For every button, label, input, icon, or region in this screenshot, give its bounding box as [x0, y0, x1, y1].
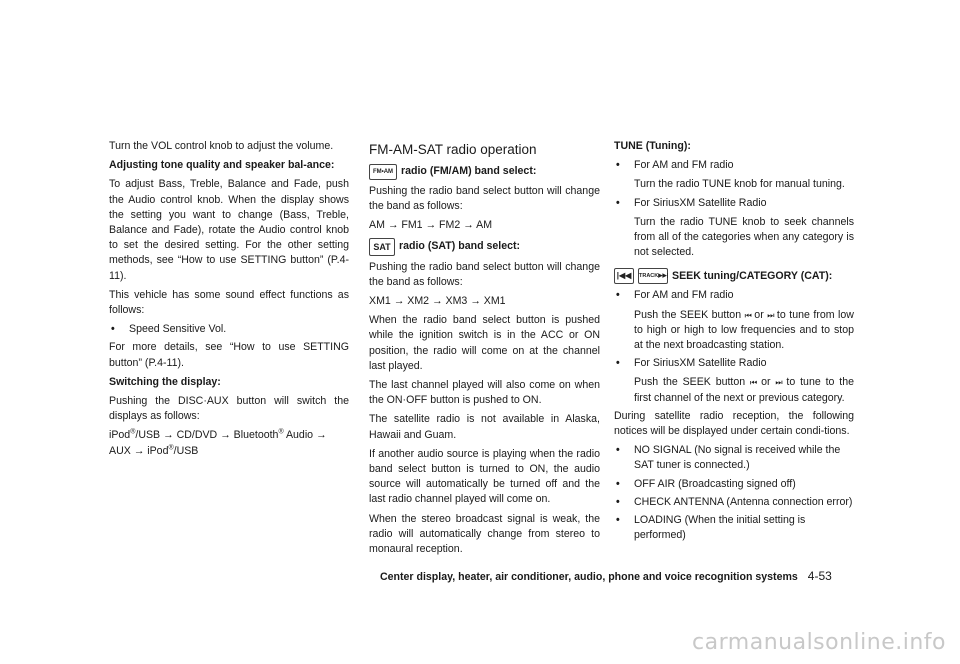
heading-sat-text: radio (SAT) band select:	[399, 240, 521, 252]
heading-tone: Adjusting tone quality and speaker bal-ance:	[109, 159, 335, 172]
notice-text: OFF AIR (Broadcasting signed off)	[634, 477, 796, 490]
registered-mark: ®	[130, 428, 136, 436]
seek-text-pre: Push the SEEK button	[634, 308, 742, 321]
heading-fmam-band	[369, 164, 600, 180]
column-left	[109, 139, 349, 463]
bullet-dot: •	[616, 477, 620, 490]
section-title: FM-AM-SAT radio operation	[369, 142, 537, 157]
bullet-dot: •	[616, 495, 620, 508]
seek-text-post: to tune to the first channel of the next or previous category.	[634, 376, 854, 404]
fm-am-button-icon: FM•AM	[369, 164, 397, 180]
paragraph-other-source: If another audio source is playing when the radio band select button is turned to ON, the audio source will automatically be turned off and the last radio channel played will come on.	[369, 447, 600, 506]
footer-title: Center display, heater, air conditioner, audio, phone and voice recognition systems	[380, 571, 798, 583]
seq-part-audio-aux: Audio → AUX → iPod	[109, 429, 327, 457]
notice-off-air	[614, 477, 854, 492]
sequence-sat: XM1 → XM2 → XM3 → XM1	[369, 295, 506, 308]
seq-part-usb-cd-bt: /USB → CD/DVD → Bluetooth	[135, 429, 279, 442]
paragraph-ignition: When the radio band select button is pushed while the ignition switch is in the ACC or ON position, the radio will come on at the channel last played.	[369, 314, 600, 372]
page-footer	[380, 569, 832, 583]
seek-back-icon: ⏮	[750, 378, 757, 388]
seek-back-button-icon: |◀◀	[614, 268, 634, 284]
bullet-title: For AM and FM radio	[634, 159, 734, 172]
registered-mark: ®	[278, 428, 284, 436]
registered-mark: ®	[168, 444, 174, 452]
paragraph-fmam: Pushing the radio band select button will change the band as follows:	[369, 185, 600, 213]
bullet-text: Speed Sensitive Vol.	[129, 323, 227, 336]
seek-back-icon: ⏮	[744, 310, 751, 320]
bullet-dot: •	[616, 159, 620, 172]
paragraph-sound-effect: This vehicle has some sound effect functions as follows:	[109, 288, 349, 317]
paragraph-last-channel: The last channel played will also come on when the ON·OFF button is pushed to ON.	[369, 379, 600, 407]
bullet-speed-sensitive	[109, 322, 349, 337]
bullet-tune-sirius	[614, 196, 854, 261]
paragraph-not-available: The satellite radio is not available in Alaska, Hawaii and Guam.	[369, 413, 600, 441]
bullet-text	[634, 308, 854, 354]
seek-forward-icon: ⏭	[775, 378, 782, 388]
watermark: carmanualsonline.info	[692, 630, 946, 655]
heading-sat-band	[369, 238, 600, 256]
seek-forward-icon: ⏭	[767, 310, 774, 320]
heading-tune: TUNE (Tuning):	[614, 140, 691, 152]
seek-text-pre: Push the SEEK button	[634, 376, 746, 389]
bullet-dot: •	[616, 196, 620, 209]
notice-text: NO SIGNAL (No signal is received while the SAT tuner is connected.)	[634, 444, 841, 472]
bullet-text: Turn the radio TUNE knob to seek channels from all of the categories when any category is not selected.	[634, 215, 854, 259]
notice-text: LOADING (When the initial setting is performed)	[634, 514, 806, 542]
page-number: 4-53	[807, 569, 832, 583]
paragraph-more-details: For more details, see “How to use SETTING button” (P.4-11).	[109, 341, 349, 369]
bullet-tune-amfm	[614, 158, 854, 192]
heading-seek-text: SEEK tuning/CATEGORY (CAT):	[672, 269, 833, 282]
bullet-title: For AM and FM radio	[634, 289, 734, 302]
seq-part-usb: /USB	[173, 444, 199, 457]
heading-switching: Switching the display:	[109, 375, 221, 388]
display-sequence	[109, 428, 349, 458]
bullet-seek-sirius	[614, 356, 854, 406]
paragraph-volume: Turn the VOL control knob to adjust the volume.	[109, 140, 334, 152]
paragraph-weak-signal: When the stereo broadcast signal is weak, the radio will automatically change from stereo to monaural reception.	[369, 512, 600, 556]
heading-seek	[614, 268, 854, 284]
bullet-dot: •	[616, 289, 620, 302]
bullet-dot: •	[616, 444, 620, 457]
track-forward-button-icon: TRACK▶▶|	[638, 268, 668, 284]
bullet-dot: •	[616, 514, 620, 527]
paragraph-sat: Pushing the radio band select button will change the band as follows:	[369, 260, 600, 288]
bullet-text: Turn the radio TUNE knob for manual tuning.	[634, 178, 845, 191]
seek-text-or: or	[761, 376, 771, 389]
bullet-text	[634, 375, 854, 405]
bullet-dot: •	[111, 323, 115, 336]
seq-part-ipod: iPod	[109, 429, 131, 442]
paragraph-tone: To adjust Bass, Treble, Balance and Fade, push the Audio control knob. When the display shows the setting you want to change (Bass, Treble, Balance and Fade), rotate the Audio control knob to set the desired setting. For the other setting methods, see “How to use SETTING button” (P.4-11).	[109, 178, 349, 282]
bullet-title: For SiriusXM Satellite Radio	[634, 196, 767, 209]
bullet-dot: •	[616, 357, 620, 370]
bullet-seek-amfm	[614, 288, 854, 353]
column-right	[614, 139, 854, 546]
notice-check-antenna	[614, 495, 854, 510]
column-middle	[369, 141, 600, 561]
bullet-title: For SiriusXM Satellite Radio	[634, 357, 767, 370]
notice-loading	[614, 513, 854, 543]
notice-text: CHECK ANTENNA (Antenna connection error)	[634, 495, 853, 508]
seek-text-post: to tune from low to high or high to low frequencies and to stop at the next broadcasting station.	[634, 308, 854, 352]
paragraph-switching: Pushing the DISC·AUX button will switch the displays as follows:	[109, 395, 349, 423]
sat-button-icon: SAT	[369, 238, 395, 256]
heading-fmam-text: radio (FM/AM) band select:	[401, 165, 537, 178]
seek-text-or: or	[754, 308, 764, 321]
paragraph-during-reception: During satellite radio reception, the following notices will be displayed under certain condi-tions.	[614, 409, 854, 438]
notice-no-signal	[614, 443, 854, 473]
sequence-fmam: AM → FM1 → FM2 → AM	[369, 219, 493, 232]
